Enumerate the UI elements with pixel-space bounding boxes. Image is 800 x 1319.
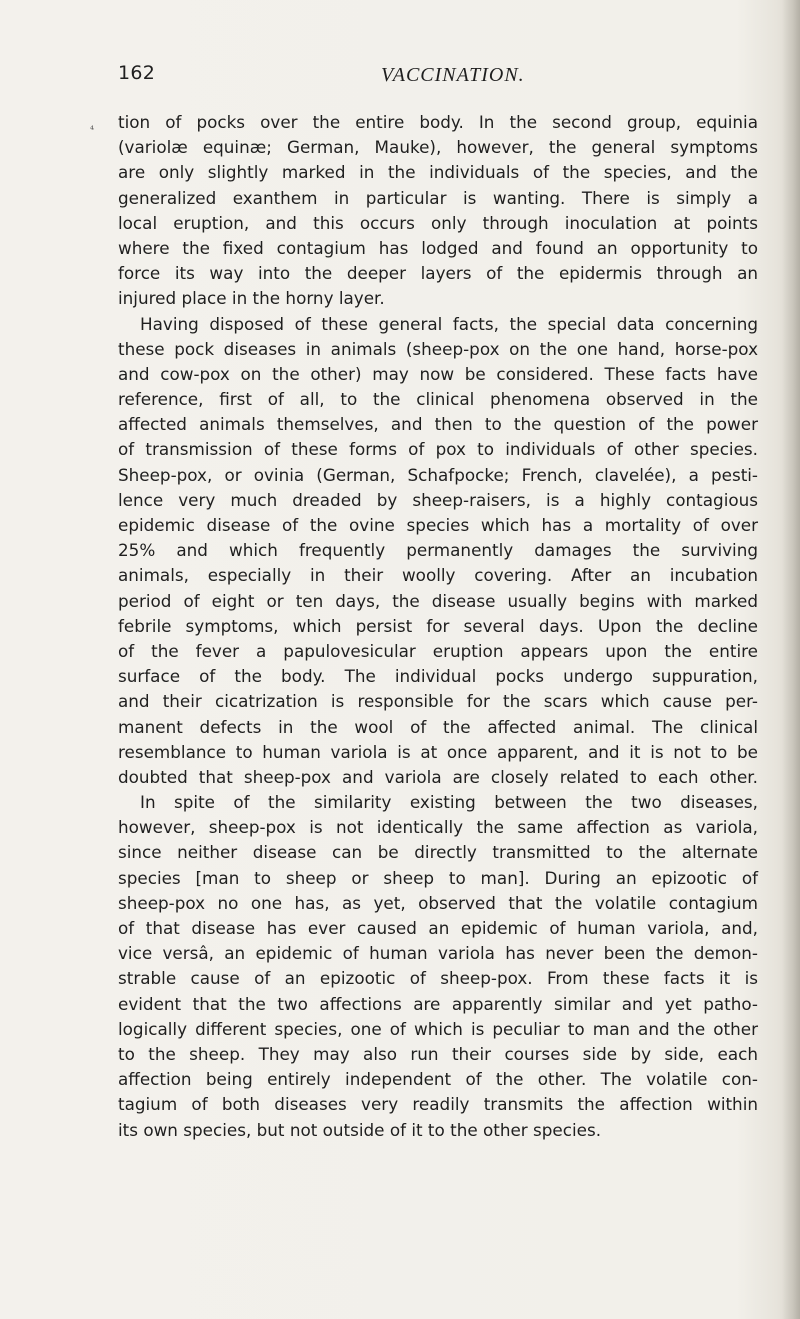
page-number: 162	[118, 62, 156, 84]
text-line: sheep-pox no one has, as yet, observed that the volatile contagium	[118, 892, 758, 913]
text-line: generalized exanthem in particular is wanting. There is simply a	[118, 187, 758, 208]
text-line: these pock diseases in animals (sheep-pox on the one hand, horse-pox	[118, 338, 758, 359]
text-line: of the fever a papulovesicular eruption appears upon the entire	[118, 640, 758, 661]
text-line: doubted that sheep-pox and variola are closely related to each other.	[118, 766, 758, 787]
text-line: Having disposed of these general facts, the special data concerning	[140, 313, 758, 334]
text-line: tion of pocks over the entire body. In the second group, equinia	[118, 112, 758, 132]
text-line: affection being entirely independent of the other. The volatile con-	[118, 1069, 758, 1090]
text-line: and cow-pox on the other) may now be considered. These facts have	[118, 363, 758, 384]
text-line: In spite of the similarity existing between the two diseases,	[140, 792, 758, 813]
text-line: affected animals themselves, and then to the question of the power	[118, 414, 758, 435]
text-line: of transmission of these forms of pox to individuals of other species.	[118, 439, 758, 460]
text-line: reference, first of all, to the clinical phenomena observed in the	[118, 389, 758, 410]
text-line: logically different species, one of which is peculiar to man and the other	[118, 1018, 758, 1039]
text-line: species [man to sheep or sheep to man]. During an epizootic of	[118, 867, 758, 888]
text-line: 25% and which frequently permanently damages the surviving	[118, 540, 758, 561]
text-line: Sheep-pox, or ovinia (German, Schafpocke; French, clavelée), a pesti-	[118, 464, 758, 485]
text-line: of that disease has ever caused an epidemic of human variola, and,	[118, 918, 758, 938]
text-line: to the sheep. They may also run their courses side by side, each	[118, 1043, 758, 1064]
text-line: and their cicatrization is responsible for the scars which cause per-	[118, 691, 758, 712]
text-line: since neither disease can be directly transmitted to the alternate	[118, 842, 758, 863]
text-line: epidemic disease of the ovine species which has a mortality of over	[118, 515, 758, 535]
margin-mark: ⁴	[90, 125, 95, 136]
text-line: manent defects in the wool of the affected animal. The clinical	[118, 716, 758, 737]
text-line: force its way into the deeper layers of the epidermis through an	[118, 263, 758, 284]
text-line: its own species, but not outside of it to the other species.	[118, 1119, 602, 1140]
text-line: vice versâ, an epidemic of human variola has never been the demon-	[118, 943, 758, 964]
text-line: animals, especially in their woolly covering. After an incubation	[118, 565, 758, 586]
text-line: tagium of both diseases very readily transmits the affection within	[118, 1094, 758, 1115]
text-line: evident that the two affections are apparently similar and yet patho-	[118, 993, 758, 1014]
text-line: resemblance to human variola is at once apparent, and it is not to be	[118, 741, 758, 762]
text-line: (variolæ equinæ; German, Mauke), however, the general symptoms	[118, 137, 758, 158]
text-line: are only slightly marked in the individuals of the species, and the	[118, 162, 758, 183]
running-head: VACCINATION.	[381, 64, 525, 86]
text-line: surface of the body. The individual pocks undergo suppuration,	[118, 666, 758, 687]
text-line: however, sheep-pox is not identically the same affection as variola,	[118, 817, 758, 838]
text-line: strable cause of an epizootic of sheep-pox. From these facts it is	[118, 968, 758, 989]
text-line: local eruption, and this occurs only through inoculation at points	[118, 212, 758, 233]
page-edge-shadow	[782, 0, 800, 1319]
body-text	[118, 110, 758, 1143]
text-line: where the fixed contagium has lodged and found an opportunity to	[118, 237, 758, 258]
text-line: lence very much dreaded by sheep-raisers, is a highly contagious	[118, 489, 758, 510]
text-line: period of eight or ten days, the disease usually begins with marked	[118, 590, 758, 611]
page-header	[118, 62, 758, 92]
text-line: febrile symptoms, which persist for several days. Upon the decline	[118, 615, 758, 636]
text-line: injured place in the horny layer.	[118, 288, 385, 309]
